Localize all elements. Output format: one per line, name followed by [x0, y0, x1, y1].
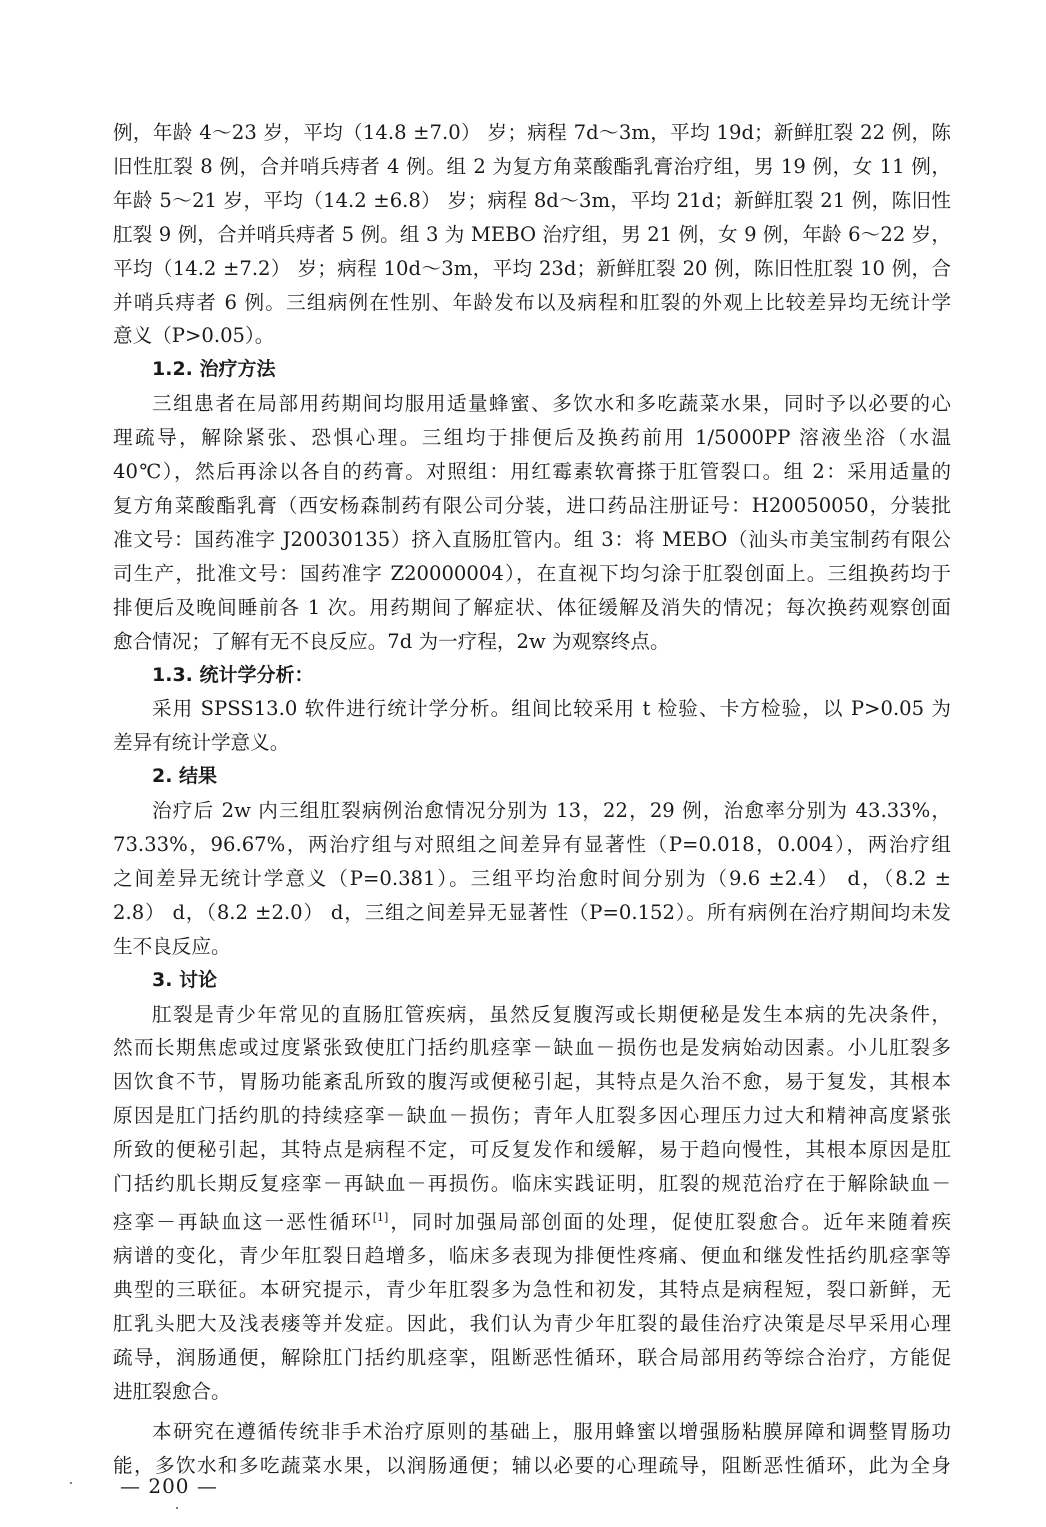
text-line: 肛裂 9 例，合并哨兵痔者 5 例。组 3 为 MEBO 治疗组，男 21 例，女 9 例，年龄 6～22 岁，: [113, 222, 951, 246]
text-line: 2.8） d，（8.2 ±2.0） d，三组之间差异无显著性（P=0.152）。所有病例在治疗期间均未发: [113, 900, 951, 924]
text-line: 意义（P>0.05）。: [113, 324, 275, 348]
text-line: 复方角菜酸酯乳膏（西安杨森制药有限公司分装，进口药品注册证号：H20050050，分装批: [113, 493, 951, 517]
section-heading: [113, 659, 951, 693]
text-line: 能，多饮水和多吃蔬菜水果，以润肠通便；辅以必要的心理疏导，阻断恶性循环，此为全身: [113, 1453, 951, 1477]
text-line: 例，年龄 4～23 岁，平均（14.8 ±7.0） 岁；病程 7d～3m，平均 19d；新鲜肛裂 22 例，陈: [113, 121, 951, 144]
text-line: 40℃），然后再涂以各自的药膏。对照组：用红霉素软膏搽于肛管裂口。组 2：采用适量的: [113, 460, 951, 484]
scan-speck: [176, 1507, 178, 1509]
heading-text: 2. 结果: [152, 765, 218, 788]
text-line: 旧性肛裂 8 例，合并哨兵痔者 4 例。组 2 为复方角菜酸酯乳膏治疗组，男 19 例，女 11 例，: [113, 154, 951, 178]
section-heading: [113, 964, 951, 998]
text-line: 年龄 5～21 岁，平均（14.2 ±6.8） 岁；病程 8d～3m，平均 21d；新鲜肛裂 21 例，陈旧性: [113, 188, 951, 212]
text-line: 三组患者在局部用药期间均服用适量蜂蜜、多饮水和多吃蔬菜水果，同时予以必要的心: [152, 392, 951, 416]
text-line: 因饮食不节，胃肠功能紊乱所致的腹泻或便秘引起，其特点是久治不愈，易于复发，其根本: [113, 1070, 951, 1094]
text-line: 然而长期焦虑或过度紧张致使肛门括约肌痉挛－缺血－损伤也是发病始动因素。小儿肛裂多: [113, 1036, 951, 1060]
text-line: 原因是肛门括约肌的持续痉挛－缺血－损伤；青年人肛裂多因心理压力过大和精神高度紧张: [113, 1104, 951, 1128]
text-line: 疏导，润肠通便，解除肛门括约肌痉挛，阻断恶性循环，联合局部用药等综合治疗，方能促: [113, 1346, 951, 1370]
page-body: [113, 116, 951, 1483]
page-number: — 200 —: [120, 1474, 218, 1498]
text-line: 排便后及晚间睡前各 1 次。用药期间了解症状、体征缓解及消失的情况；每次换药观察创面: [113, 595, 951, 619]
scan-speck: [70, 1482, 72, 1484]
text-line: 肛乳头肥大及浅表瘘等并发症。因此，我们认为青少年肛裂的最佳治疗决策是尽早采用心理: [113, 1312, 951, 1336]
text-line: 愈合情况；了解有无不良反应。7d 为一疗程，2w 为观察终点。: [113, 629, 670, 653]
section-heading: [113, 760, 951, 794]
text-line: 肛裂是青少年常见的直肠肛管疾病，虽然反复腹泻或长期便秘是发生本病的先决条件，: [152, 1002, 951, 1026]
text-line: 病谱的变化，青少年肛裂日趋增多，临床多表现为排便性疼痛、便血和继发性括约肌痉挛等: [113, 1244, 951, 1268]
text-line: 差异有统计学意义。: [113, 731, 290, 755]
text-line: 生不良反应。: [113, 934, 231, 958]
text-line: 本研究在遵循传统非手术治疗原则的基础上，服用蜂蜜以增强肠粘膜屏障和调整胃肠功: [152, 1419, 951, 1443]
text-line: 采用 SPSS13.0 软件进行统计学分析。组间比较采用 t 检验、卡方检验，以 P>0.05 为: [152, 697, 951, 721]
heading-text: 1.3. 统计学分析：: [152, 663, 314, 686]
text-line: 进肛裂愈合。: [113, 1380, 231, 1404]
text-line: 司生产，批准文号：国药准字 Z20000004），在直视下均匀涂于肛裂创面上。三组换药均于: [113, 561, 951, 585]
section-heading: [113, 353, 951, 387]
paragraph: [113, 998, 951, 1409]
text-line: 73.33%，96.67%，两治疗组与对照组之间差异有显著性（P=0.018，0.004），两治疗组: [113, 833, 951, 857]
heading-text: 3. 讨论: [152, 968, 218, 991]
text-line: 并哨兵痔者 6 例。三组病例在性别、年龄发布以及病程和肛裂的外观上比较差异均无统计学: [113, 290, 951, 314]
paragraph: [113, 116, 951, 353]
heading-text: 1.2. 治疗方法: [152, 358, 276, 381]
text-line: 治疗后 2w 内三组肛裂病例治愈情况分别为 13，22，29 例，治愈率分别为 43.33%，: [152, 799, 951, 823]
text-line: 准文号：国药准字 J20030135）挤入直肠肛管内。组 3：将 MEBO（汕头市美宝制药有限公: [113, 527, 951, 551]
paragraph: [113, 387, 951, 658]
text-line: 理疏导，解除紧张、恐惧心理。三组均于排便后及换药前用 1/5000PP 溶液坐浴（水温: [113, 426, 951, 450]
text-line: 典型的三联征。本研究提示，青少年肛裂多为急性和初发，其特点是病程短，裂口新鲜，无: [113, 1278, 951, 1302]
text-line: 之间差异无统计学意义（P=0.381）。三组平均治愈时间分别为（9.6 ±2.4） d，（8.2 ±: [113, 866, 951, 890]
text-line: 所致的便秘引起，其特点是病程不定，可反复发作和缓解，易于趋向慢性，其根本原因是肛: [113, 1138, 951, 1162]
text-line: 平均（14.2 ±7.2） 岁；病程 10d～3m，平均 23d；新鲜肛裂 20 例，陈旧性肛裂 10 例，合: [113, 256, 951, 280]
paragraph: [113, 1415, 951, 1483]
paragraph: [113, 794, 951, 964]
text-line: 门括约肌长期反复痉挛－再缺血－再损伤。临床实践证明，肛裂的规范治疗在于解除缺血－: [113, 1172, 951, 1196]
text-line: 痉挛－再缺血这一恶性循环[1]，同时加强局部创面的处理，促使肛裂愈合。近年来随着疾: [113, 1210, 952, 1234]
paragraph: [113, 692, 951, 760]
